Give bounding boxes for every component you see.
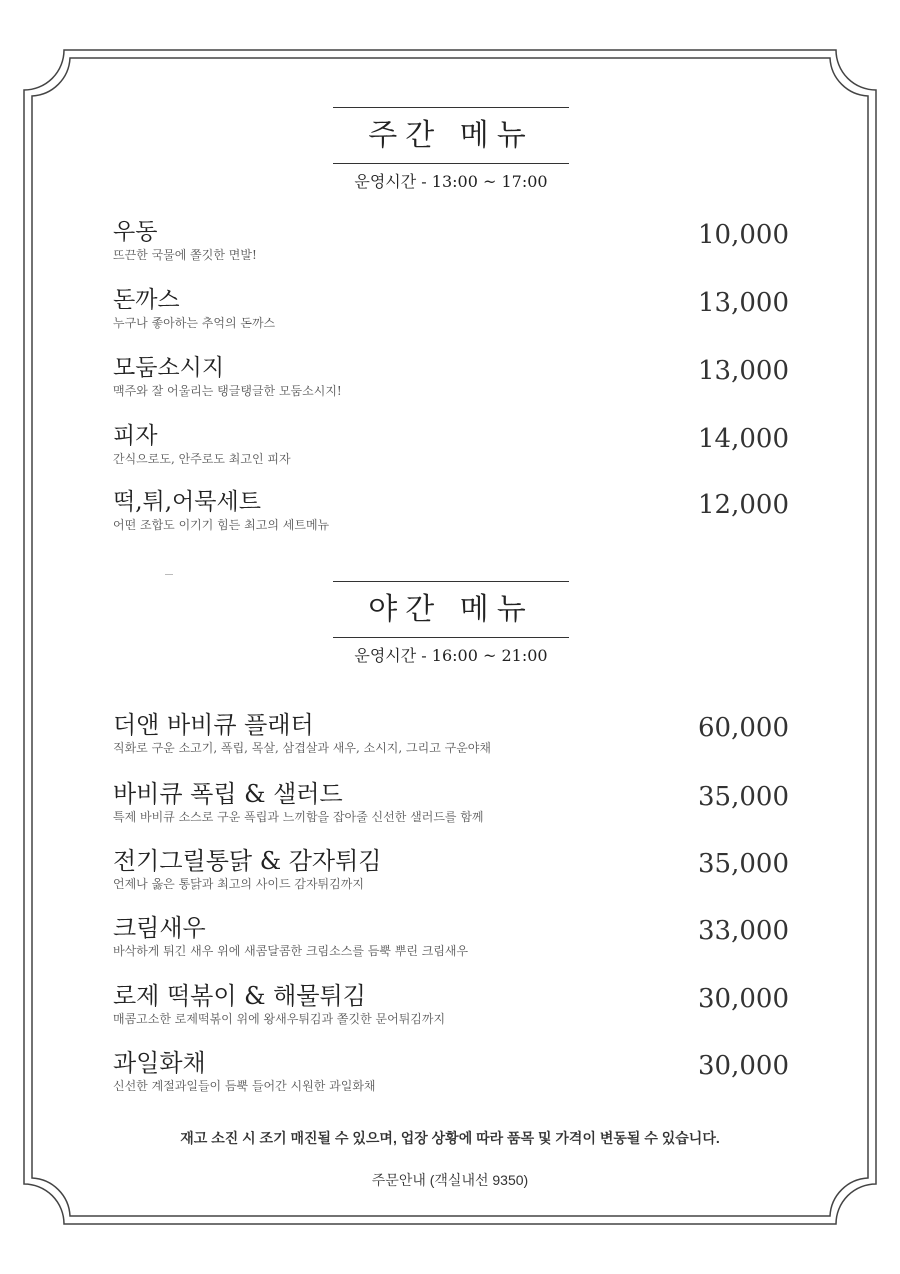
item-name: 떡,튀,어묵세트 (113, 489, 261, 515)
night-title-bottom-rule (333, 637, 569, 638)
menu-item (113, 218, 789, 263)
item-description: 직화로 구운 소고기, 폭립, 목살, 삼겹살과 새우, 소시지, 그리고 구운야채 (113, 741, 491, 755)
order-contact: 주문안내 (객실내선 9350) (371, 1172, 529, 1188)
item-price: 30,000 (698, 1051, 789, 1081)
night-hours-wrap (333, 646, 569, 666)
item-name: 더앤 바비큐 플래터 (113, 711, 314, 739)
item-name: 로제 떡볶이 & 해물튀김 (113, 982, 366, 1010)
item-name: 돈까스 (113, 287, 180, 313)
item-price: 14,000 (698, 424, 789, 454)
day-title-top-rule (333, 107, 569, 108)
item-price: 13,000 (698, 288, 789, 318)
menu-item (113, 422, 789, 467)
item-name: 크림새우 (113, 914, 206, 942)
item-description: 바삭하게 튀긴 새우 위에 새콤달콤한 크림소스를 듬뿍 뿌린 크림새우 (113, 944, 469, 958)
item-description: 특제 바비큐 소스로 구운 폭립과 느끼함을 잡아줄 신선한 샐러드를 함께 (113, 810, 484, 824)
day-menu-header (333, 118, 569, 154)
item-name: 바비큐 폭립 & 샐러드 (113, 780, 343, 808)
item-name: 피자 (113, 423, 158, 449)
night-title-top-rule (333, 581, 569, 582)
menu-item (113, 982, 789, 1027)
item-description: 어떤 조합도 이기기 힘든 최고의 세트메뉴 (113, 518, 330, 532)
item-description: 신선한 계절과일들이 듬뿍 들어간 시원한 과일화채 (113, 1079, 376, 1093)
item-price: 33,000 (698, 916, 789, 946)
item-description: 누구나 좋아하는 추억의 돈까스 (113, 316, 276, 330)
item-name: 모둠소시지 (113, 355, 225, 381)
item-description: 뜨끈한 국물에 쫄깃한 면발! (113, 248, 257, 262)
stock-notice: 재고 소진 시 조기 매진될 수 있으며, 업장 상황에 따라 품목 및 가격이 변동될 수 있습니다. (180, 1130, 720, 1146)
item-price: 30,000 (698, 984, 789, 1014)
item-price: 35,000 (698, 782, 789, 812)
item-description: 맥주와 잘 어울리는 탱글탱글한 모둠소시지! (113, 384, 342, 398)
menu-item (113, 780, 789, 825)
menu-item (113, 286, 789, 331)
night-menu-hours: 운영시간 - 16:00 ~ 21:00 (354, 646, 548, 665)
menu-item (113, 488, 789, 533)
menu-item (113, 914, 789, 959)
menu-item (113, 847, 789, 892)
day-menu-hours: 운영시간 - 13:00 ~ 17:00 (354, 172, 548, 191)
item-price: 60,000 (698, 713, 789, 743)
day-hours-wrap (333, 172, 569, 192)
small-divider (165, 574, 173, 575)
item-name: 과일화채 (113, 1049, 206, 1077)
item-description: 언제나 옳은 통닭과 최고의 사이드 감자튀김까지 (113, 877, 364, 891)
night-menu-header (333, 592, 569, 628)
item-price: 13,000 (698, 356, 789, 386)
day-menu-title: 주간 메뉴 (368, 118, 534, 153)
night-menu-title: 야간 메뉴 (368, 592, 534, 627)
item-price: 12,000 (698, 490, 789, 520)
item-description: 간식으로도, 안주로도 최고인 피자 (113, 452, 291, 466)
item-name: 전기그릴통닭 & 감자튀김 (113, 847, 382, 875)
item-price: 10,000 (698, 220, 789, 250)
item-price: 35,000 (698, 849, 789, 879)
menu-item (113, 711, 789, 756)
menu-item (113, 1049, 789, 1094)
item-description: 매콤고소한 로제떡볶이 위에 왕새우튀김과 쫄깃한 문어튀김까지 (113, 1012, 446, 1026)
day-title-bottom-rule (333, 163, 569, 164)
menu-item (113, 354, 789, 399)
item-name: 우동 (113, 219, 158, 245)
